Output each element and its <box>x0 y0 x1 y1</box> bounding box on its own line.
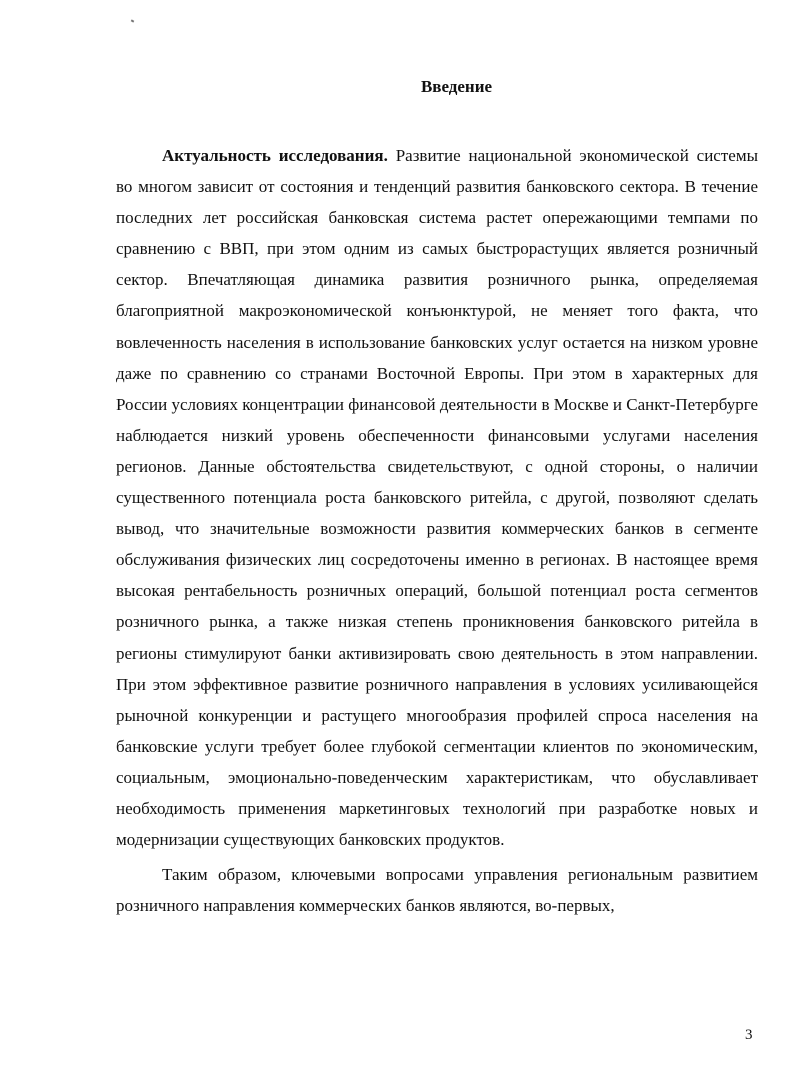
body-text <box>116 140 758 921</box>
paragraph-text: Развитие национальной экономической системы во многом зависит от состояния и тенденций развития банковского сектора. В течение последних лет российская банковская система растет опережающими темпами по сравнению с ВВП, при этом одним из самых быстрорастущих является розничный сектор. Впечатляющая динамика развития розничного рынка, определяемая благоприятной макроэкономической конъюнктурой, не меняет того факта, что вовлеченность населения в использование банковских услуг остается на низком уровне даже по сравнению со странами Восточной Европы. При этом в характерных для России условиях концентрации финансовой деятельности в Москве и Санкт-Петербурге наблюдается низкий уровень обеспеченности финансовыми услугами населения регионов. Данные обстоятельства свидетельствуют, с одной стороны, о наличии существенного потенциала роста банковского ритейла, с другой, позволяют сделать вывод, что значительные возможности развития коммерческих банков в сегменте обслуживания физических лиц сосредоточены именно в регионах. В настоящее время высокая рентабельность розничных операций, большой потенциал роста сегментов розничного рынка, а также низкая степень проникновения банковского ритейла в регионы стимулируют банки активизировать свою деятельность в этом направлении. При этом эффективное развитие розничного направления в условиях усиливающейся рыночной конкуренции и растущего многообразия профилей спроса населения на банковские услуги требует более глубокой сегментации клиентов по экономическим, социальным, эмоционально-поведенческим характеристикам, что обуславливает необходимость применения маркетинговых технологий при разработке новых и модернизации существующих банковских продуктов. <box>116 146 759 850</box>
page-number: 3 <box>745 1027 753 1043</box>
paragraph-conclusion <box>116 859 758 921</box>
section-heading: Введение <box>420 77 493 96</box>
paragraph-lead: Актуальность исследования. <box>162 146 388 165</box>
paragraph-text: Таким образом, ключевыми вопросами управления региональным развитием розничного направления коммерческих банков являются, во-первых, <box>116 865 758 916</box>
paragraph-relevance <box>116 140 758 855</box>
scan-artifact <box>131 19 135 22</box>
